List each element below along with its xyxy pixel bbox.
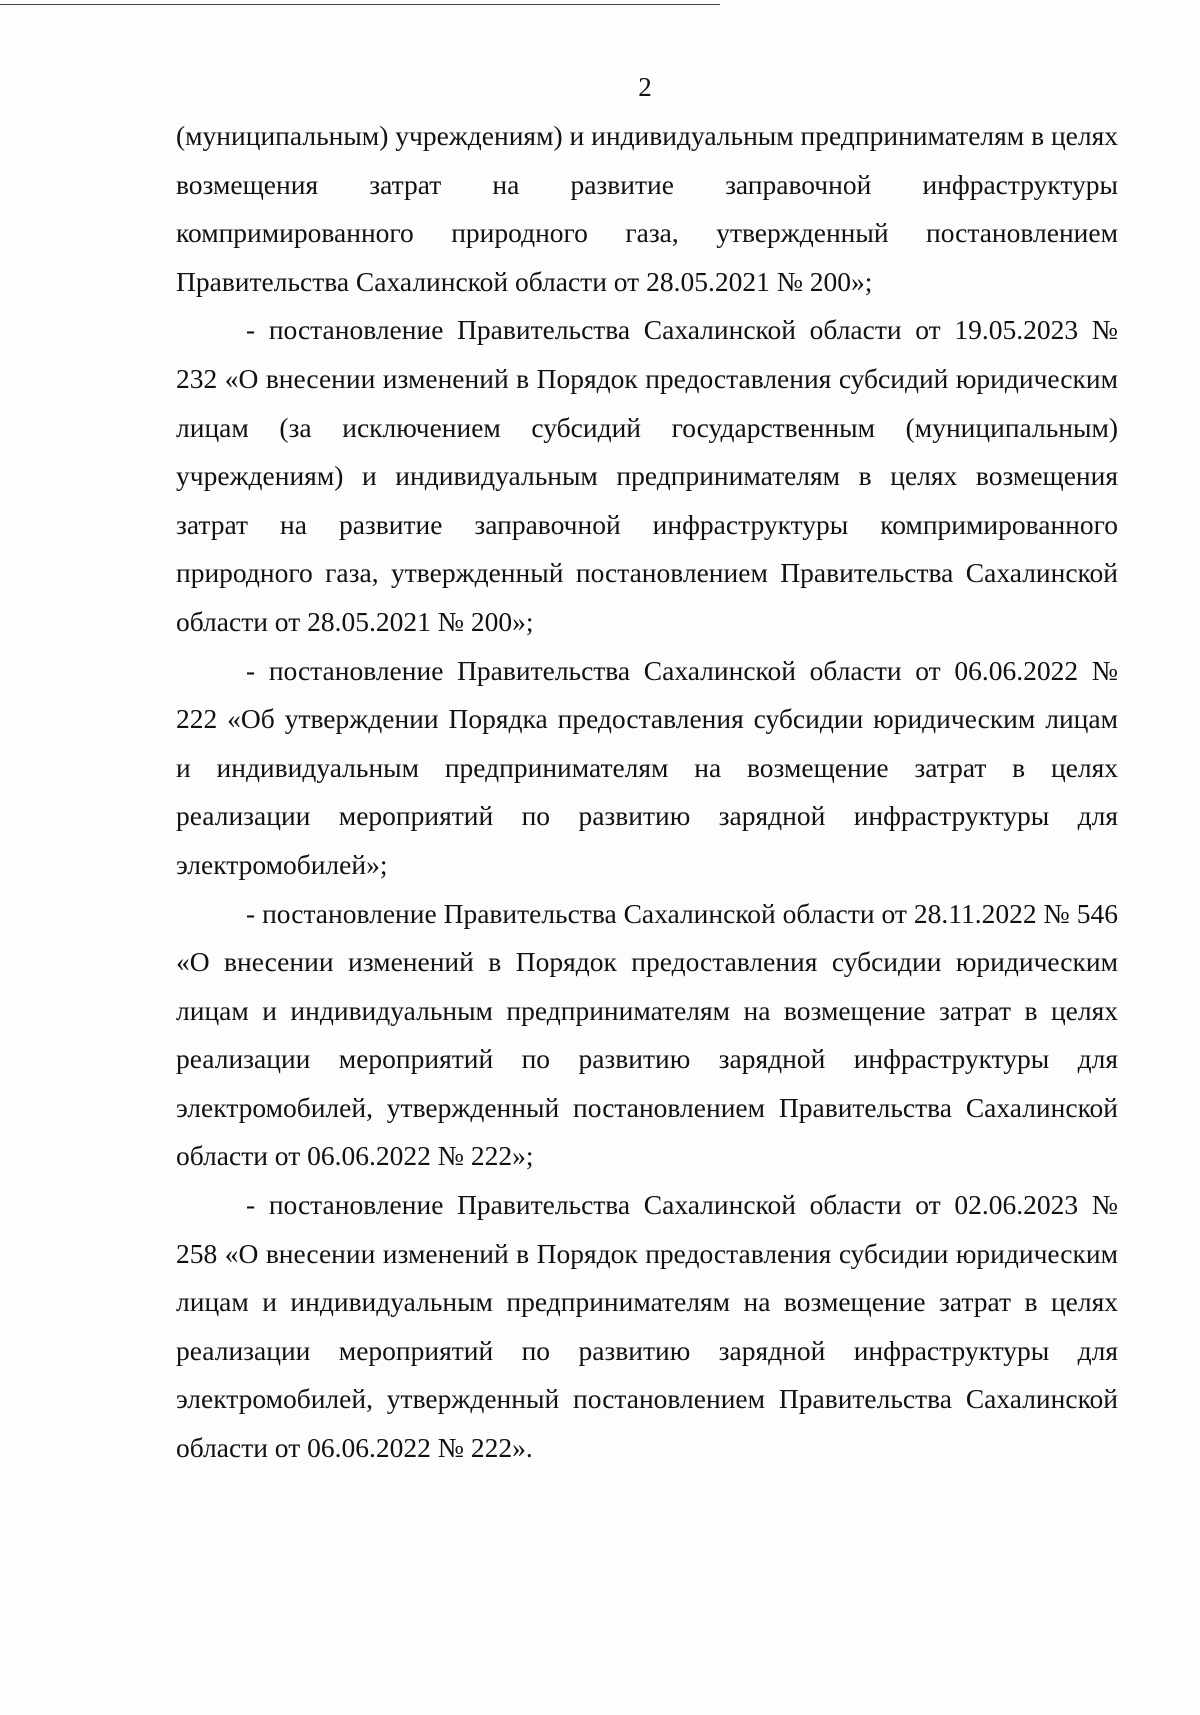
paragraph-resolution-232: - постановление Правительства Сахалинской области от 19.05.2023 № 232 «О внесении изменений в Порядок предоставления субсидий юридическим лицам (за исключением субсидий государственным (муниципальным) учреждениям) и индивидуальным предпринимателям в целях возмещения затрат на развитие заправочной инфраструктуры компримированного природного газа, утвержденный постановлением Правительства Сахалинской области от 28.05.2021 № 200»;	[176, 314, 1118, 637]
document-body	[176, 112, 1118, 1473]
scan-edge-line	[0, 4, 720, 5]
paragraph-resolution-258: - постановление Правительства Сахалинской области от 02.06.2023 № 258 «О внесении изменений в Порядок предоставления субсидии юридическим лицам и индивидуальным предпринимателям на возмещение затрат в целях реализации мероприятий по развитию зарядной инфраструктуры для электромобилей, утвержденный постановлением Правительства Сахалинской области от 06.06.2022 № 222».	[176, 1189, 1118, 1464]
page-number: 2	[638, 72, 652, 102]
paragraph-continuation: (муниципальным) учреждениям) и индивидуальным предпринимателям в целях возмещения затрат на развитие заправочной инфраструктуры компримированного природного газа, утвержденный постановлением Правительства Сахалинской области от 28.05.2021 № 200»;	[176, 120, 1118, 297]
paragraph-resolution-222: - постановление Правительства Сахалинской области от 06.06.2022 № 222 «Об утверждении Порядка предоставления субсидии юридическим лицам и индивидуальным предпринимателям на возмещение затрат в целях реализации мероприятий по развитию зарядной инфраструктуры для электромобилей»;	[176, 654, 1118, 880]
paragraph-resolution-546: - постановление Правительства Сахалинской области от 28.11.2022 № 546 «О внесении изменений в Порядок предоставления субсидии юридическим лицам и индивидуальным предпринимателям на возмещение затрат в целях реализации мероприятий по развитию зарядной инфраструктуры для электромобилей, утвержденный постановлением Правительства Сахалинской области от 06.06.2022 № 222»;	[176, 897, 1118, 1172]
